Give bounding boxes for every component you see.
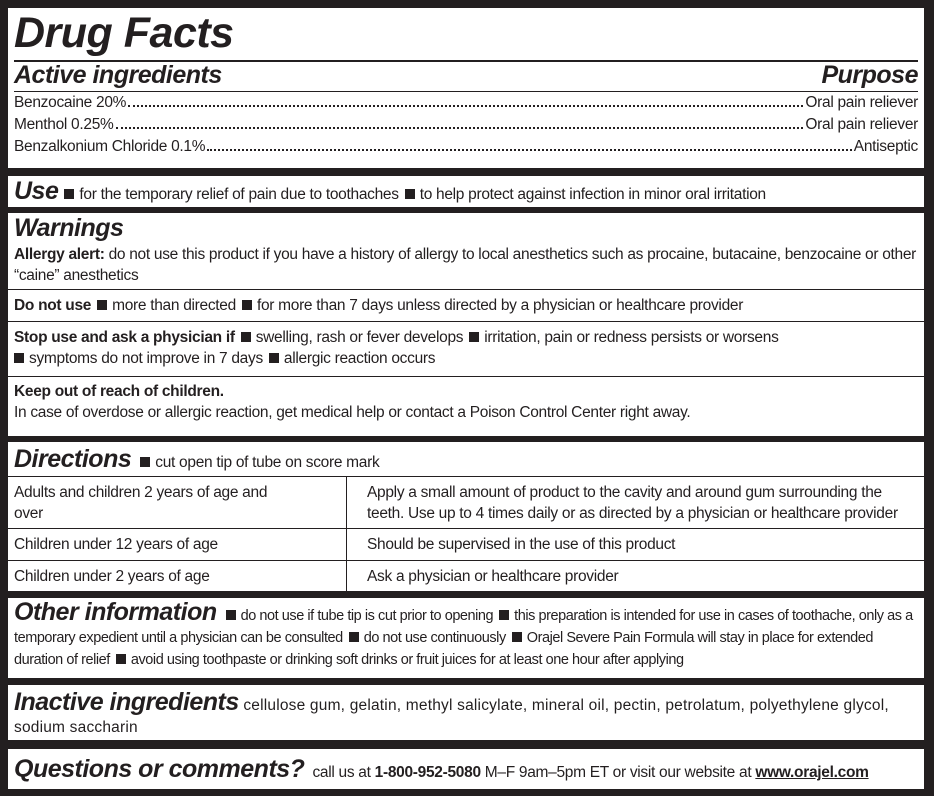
bullet-icon xyxy=(349,632,359,642)
warnings-heading: Warnings xyxy=(14,214,124,242)
bullet-icon xyxy=(116,654,126,664)
purpose-heading: Purpose xyxy=(821,61,918,89)
other-item: Orajel Severe Pain Formula will stay in place for extended duration of relief xyxy=(14,630,874,668)
inactive-ingredients-list: cellulose gum, gelatin, methyl salicylate, mineral oil, pectin, petrolatum, polyethylene glycol, sodium saccharin xyxy=(14,697,889,736)
active-ingredient-name: Benzalkonium Chloride 0.1% xyxy=(14,138,206,155)
bullet-icon xyxy=(242,300,252,310)
other-item: do not use continuously xyxy=(363,630,506,646)
do-not-use xyxy=(14,290,918,321)
bullet-icon xyxy=(14,353,24,363)
do-not-use-item: more than directed xyxy=(112,297,236,314)
stop-use-item: allergic reaction occurs xyxy=(283,350,436,367)
directions-table xyxy=(8,476,924,592)
stop-use-item: swelling, rash or fever develops xyxy=(255,329,464,346)
bullet-icon xyxy=(469,332,479,342)
active-ingredients-heading: Active ingredients xyxy=(14,61,222,89)
table-row xyxy=(8,529,924,561)
questions-line xyxy=(14,749,918,793)
allergy-alert xyxy=(14,244,918,289)
bullet-icon xyxy=(140,457,150,467)
active-ingredient-row xyxy=(14,136,918,158)
table-cell: Apply a small amount of product to the cavity and around gum surrounding the teeth. Use up to 4 times daily or as directed by a physician or healthcare provider xyxy=(347,477,925,529)
drug-facts-title: Drug Facts xyxy=(14,9,234,57)
bullet-icon xyxy=(499,610,509,620)
questions-mid: M–F 9am–5pm ET or visit our website at xyxy=(484,764,752,781)
directions-line xyxy=(14,442,918,476)
use-panel xyxy=(8,176,924,207)
questions-pre: call us at xyxy=(312,764,371,781)
dot-leader xyxy=(207,149,852,151)
dot-leader xyxy=(128,105,803,107)
table-cell: Children under 2 years of age xyxy=(8,561,347,592)
use-heading: Use xyxy=(14,177,59,205)
active-ingredient-purpose: Antiseptic xyxy=(853,138,918,155)
stop-use xyxy=(14,322,918,376)
questions-heading: Questions or comments? xyxy=(14,755,305,783)
website-link[interactable]: www.orajel.com xyxy=(755,764,869,781)
active-ingredient-purpose: Oral pain reliever xyxy=(805,116,918,133)
active-ingredients-panel xyxy=(8,8,924,168)
bullet-icon xyxy=(269,353,279,363)
active-ingredient-row xyxy=(14,114,918,136)
inactive-ingredients-heading: Inactive ingredients xyxy=(14,688,239,716)
bullet-icon xyxy=(64,189,74,199)
table-cell: Adults and children 2 years of age and over xyxy=(8,477,347,529)
stop-use-label: Stop use and ask a physician if xyxy=(14,329,235,346)
other-item: avoid using toothpaste or drinking soft drinks or fruit juices for at least one hour after applying xyxy=(130,652,684,668)
dot-leader xyxy=(116,127,804,129)
warnings-panel xyxy=(8,213,924,436)
allergy-alert-text: do not use this product if you have a history of allergy to local anesthetics such as procaine, butacaine, benzocaine or other “caine” anesthetics xyxy=(14,246,917,284)
active-ingredient-purpose: Oral pain reliever xyxy=(805,94,918,111)
stop-use-item: irritation, pain or redness persists or worsens xyxy=(484,329,779,346)
use-item: for the temporary relief of pain due to toothaches xyxy=(79,186,399,203)
bullet-icon xyxy=(226,610,236,620)
table-cell: Ask a physician or healthcare provider xyxy=(347,561,925,592)
keep-out-label: Keep out of reach of children. xyxy=(14,383,224,400)
inactive-ingredients-text xyxy=(14,685,918,739)
directions-intro: cut open tip of tube on score mark xyxy=(155,454,380,471)
bullet-icon xyxy=(97,300,107,310)
keep-out-of-reach xyxy=(14,377,918,423)
other-item: this preparation is intended for use in cases of toothache, only as a temporary expedient until a physician can be consulted xyxy=(14,608,913,646)
do-not-use-item: for more than 7 days unless directed by a physician or healthcare provider xyxy=(256,297,744,314)
table-row xyxy=(8,477,924,529)
table-cell: Children under 12 years of age xyxy=(8,529,347,561)
questions-panel xyxy=(8,749,924,789)
phone-number: 1-800-952-5080 xyxy=(374,764,481,781)
bullet-icon xyxy=(241,332,251,342)
inactive-ingredients-panel xyxy=(8,685,924,740)
active-ingredients-list xyxy=(14,92,918,158)
do-not-use-label: Do not use xyxy=(14,297,92,314)
allergy-alert-label: Allergy alert: xyxy=(14,246,105,263)
other-information-text xyxy=(14,598,918,671)
active-ingredient-name: Benzocaine 20% xyxy=(14,94,127,111)
stop-use-item: symptoms do not improve in 7 days xyxy=(29,350,263,367)
other-information-panel xyxy=(8,598,924,678)
other-item: do not use if tube tip is cut prior to opening xyxy=(240,608,494,624)
active-ingredient-name: Menthol 0.25% xyxy=(14,116,114,133)
bullet-icon xyxy=(405,189,415,199)
active-header-row xyxy=(14,62,918,90)
table-cell: Should be supervised in the use of this product xyxy=(347,529,925,561)
directions-panel xyxy=(8,442,924,591)
other-information-heading: Other information xyxy=(14,598,217,626)
bullet-icon xyxy=(512,632,522,642)
table-row xyxy=(8,561,924,592)
active-ingredient-row xyxy=(14,92,918,114)
keep-out-text: In case of overdose or allergic reaction, get medical help or contact a Poison Control Center right away. xyxy=(14,404,691,421)
use-item: to help protect against infection in minor oral irritation xyxy=(419,186,766,203)
use-line xyxy=(14,176,918,210)
directions-heading: Directions xyxy=(14,445,132,473)
